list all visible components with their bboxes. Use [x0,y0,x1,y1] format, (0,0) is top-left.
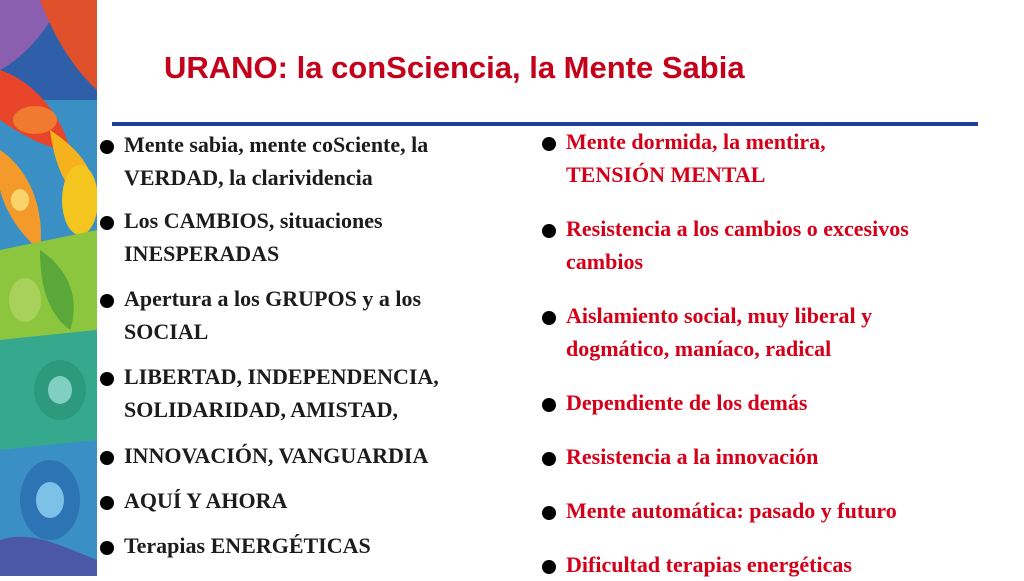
bullet-icon [542,398,556,412]
bullet-icon [542,224,556,238]
mandala-decoration [0,0,97,576]
item-line: INESPERADAS [124,241,280,266]
list-item [542,440,1024,473]
item-line: cambios [566,249,643,274]
item-line: SOLIDARIDAD, AMISTAD, [124,397,399,422]
item-line: Resistencia a la innovación [566,444,819,469]
item-line: Los CAMBIOS, situaciones [124,208,383,233]
mandala-image [0,0,97,576]
item-line: Dificultad terapias energéticas [566,552,852,577]
bullet-icon [100,451,114,465]
bullet-icon [542,137,556,151]
item-line: LIBERTAD, INDEPENDENCIA, [124,364,439,389]
item-line: Mente dormida, la mentira, [566,129,826,154]
bullet-icon [100,140,114,154]
list-item [100,128,530,194]
list-item [542,212,1024,278]
list-item [100,360,530,426]
bullet-icon [542,560,556,574]
item-line: Mente sabia, mente coSciente, la [124,132,429,157]
item-line: VERDAD, la clarividencia [124,165,373,190]
negative-traits-list [542,125,1024,581]
item-line: Terapias ENERGÉTICAS [124,533,371,558]
list-item [542,299,1024,365]
list-item [100,529,530,562]
list-item [100,484,530,517]
list-item [100,282,530,348]
bullet-icon [100,294,114,308]
positive-traits-list [100,128,530,562]
slide-title: URANO: la conSciencia, la Mente Sabia [164,50,745,85]
bullet-icon [100,372,114,386]
item-line: Dependiente de los demás [566,390,808,415]
item-line: Apertura a los GRUPOS y a los [124,286,421,311]
item-line: Mente automática: pasado y futuro [566,498,897,523]
item-line: Aislamiento social, muy liberal y [566,303,873,328]
list-item [542,494,1024,527]
item-line: INNOVACIÓN, VANGUARDIA [124,443,429,468]
item-line: SOCIAL [124,319,209,344]
bullet-icon [100,496,114,510]
list-item [542,125,1024,191]
bullet-icon [542,452,556,466]
list-item [100,439,530,472]
item-line: dogmático, maníaco, radical [566,336,832,361]
item-line: AQUÍ Y AHORA [124,488,288,513]
bullet-icon [100,541,114,555]
list-item [542,548,1024,581]
list-item [100,204,530,270]
bullet-icon [100,216,114,230]
list-item [542,386,1024,419]
bullet-icon [542,506,556,520]
bullet-icon [542,311,556,325]
item-line: Resistencia a los cambios o excesivos [566,216,909,241]
item-line: TENSIÓN MENTAL [566,162,766,187]
